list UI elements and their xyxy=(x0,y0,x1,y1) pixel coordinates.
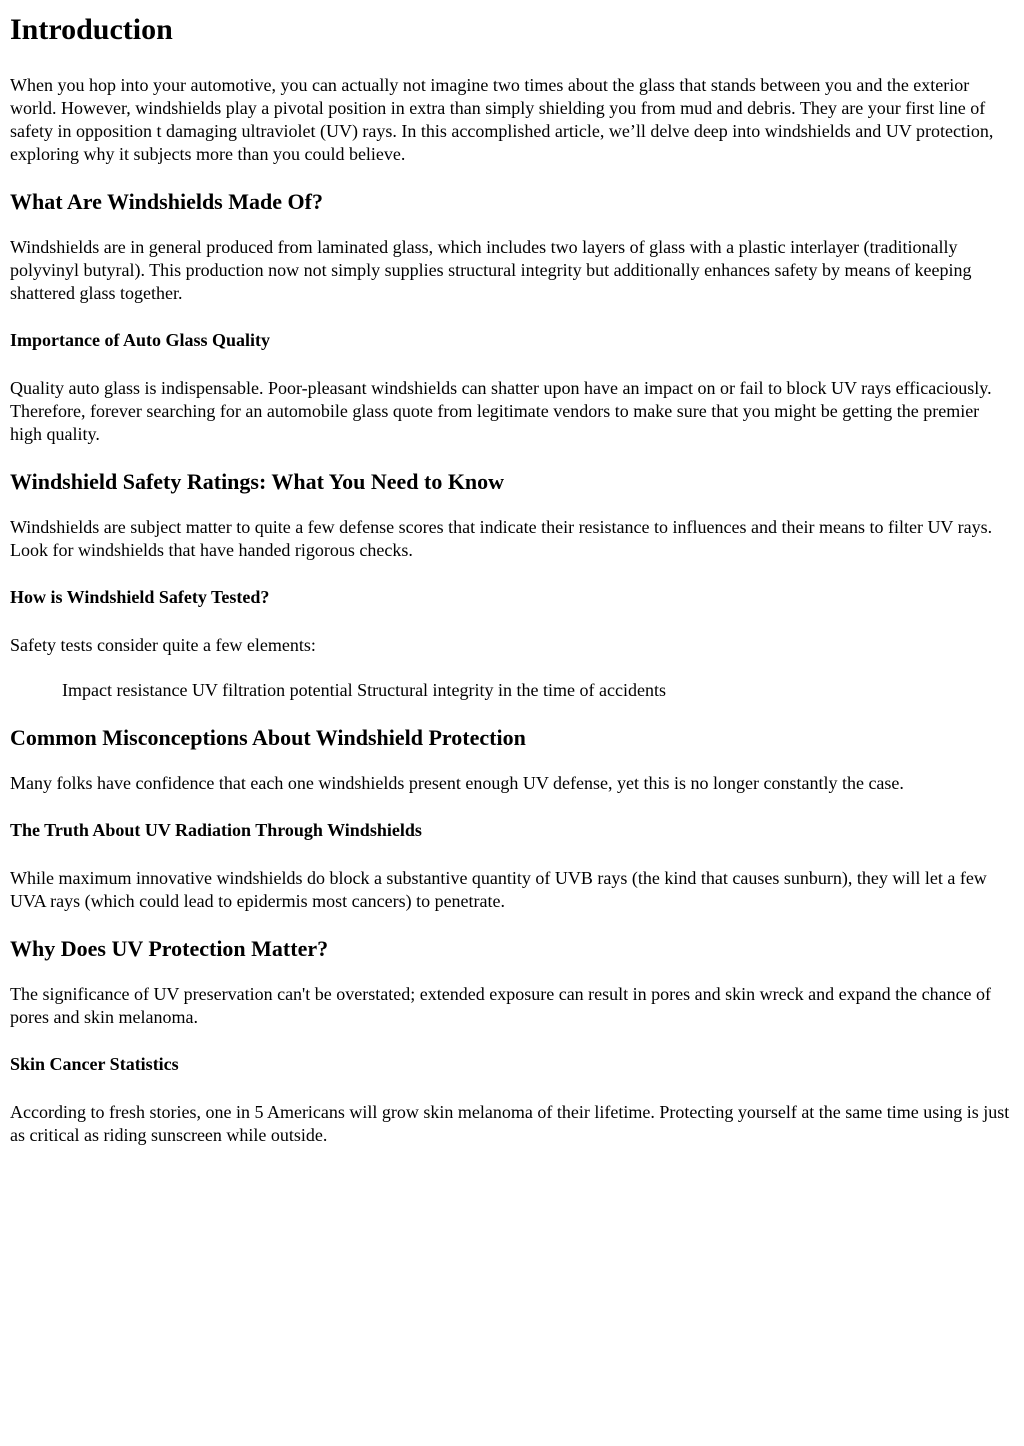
quality-paragraph: Quality auto glass is indispensable. Poor-pleasant windshields can shatter upon have an impact on or fail to block UV rays efficaciously. Therefore, forever searching for an automobile glass quote from legitimate vendors to make sure that you might be getting the premier high quality. xyxy=(10,378,992,444)
quality-heading: Importance of Auto Glass Quality xyxy=(10,330,271,350)
truth-paragraph: While maximum innovative windshields do block a substantive quantity of UVB rays (the kind that causes sunburn), they will let a few UVA rays (which could lead to epidermis most cancers) to penetrate. xyxy=(10,868,987,911)
tested-heading: How is Windshield Safety Tested? xyxy=(10,587,270,607)
misconceptions-paragraph: Many folks have confidence that each one windshields present enough UV defense, yet this is no longer constantly the case. xyxy=(10,773,904,793)
tested-paragraph: Safety tests consider quite a few elements: xyxy=(10,635,316,655)
made-of-paragraph: Windshields are in general produced from laminated glass, which includes two layers of glass with a plastic interlayer (traditionally polyvinyl butyral). This production now not simply supplies structural integrity but additionally enhances safety by means of keeping shattered glass together. xyxy=(10,237,972,303)
intro-paragraph: When you hop into your automotive, you can actually not imagine two times about the glass that stands between you and the exterior world. However, windshields play a pivotal position in extra than simply shielding you from mud and debris. They are your first line of safety in opposition t damaging ultraviolet (UV) rays. In this accomplished article, we’ll delve deep into windshields and UV protection, exploring why it subjects more than you could believe. xyxy=(10,75,994,164)
truth-heading: The Truth About UV Radiation Through Windshields xyxy=(10,820,422,840)
why-paragraph: The significance of UV preservation can't be overstated; extended exposure can result in pores and skin wreck and expand the chance of pores and skin melanoma. xyxy=(10,984,992,1027)
misconceptions-heading: Common Misconceptions About Windshield Protection xyxy=(10,725,526,750)
ratings-heading: Windshield Safety Ratings: What You Need to Know xyxy=(10,469,505,494)
intro-heading: Introduction xyxy=(10,13,173,46)
stats-heading: Skin Cancer Statistics xyxy=(10,1054,179,1074)
stats-paragraph: According to fresh stories, one in 5 Americans will grow skin melanoma of their lifetime. Protecting yourself at the same time using is just as critical as riding sunscreen while outside. xyxy=(10,1102,1010,1145)
tested-list: Impact resistance UV filtration potential Structural integrity in the time of accidents xyxy=(62,680,666,700)
why-heading: Why Does UV Protection Matter? xyxy=(10,936,329,961)
ratings-paragraph: Windshields are subject matter to quite a few defense scores that indicate their resistance to influences and their means to filter UV rays. Look for windshields that have handed rigorous checks. xyxy=(10,517,993,560)
made-of-heading: What Are Windshields Made Of? xyxy=(10,189,323,214)
